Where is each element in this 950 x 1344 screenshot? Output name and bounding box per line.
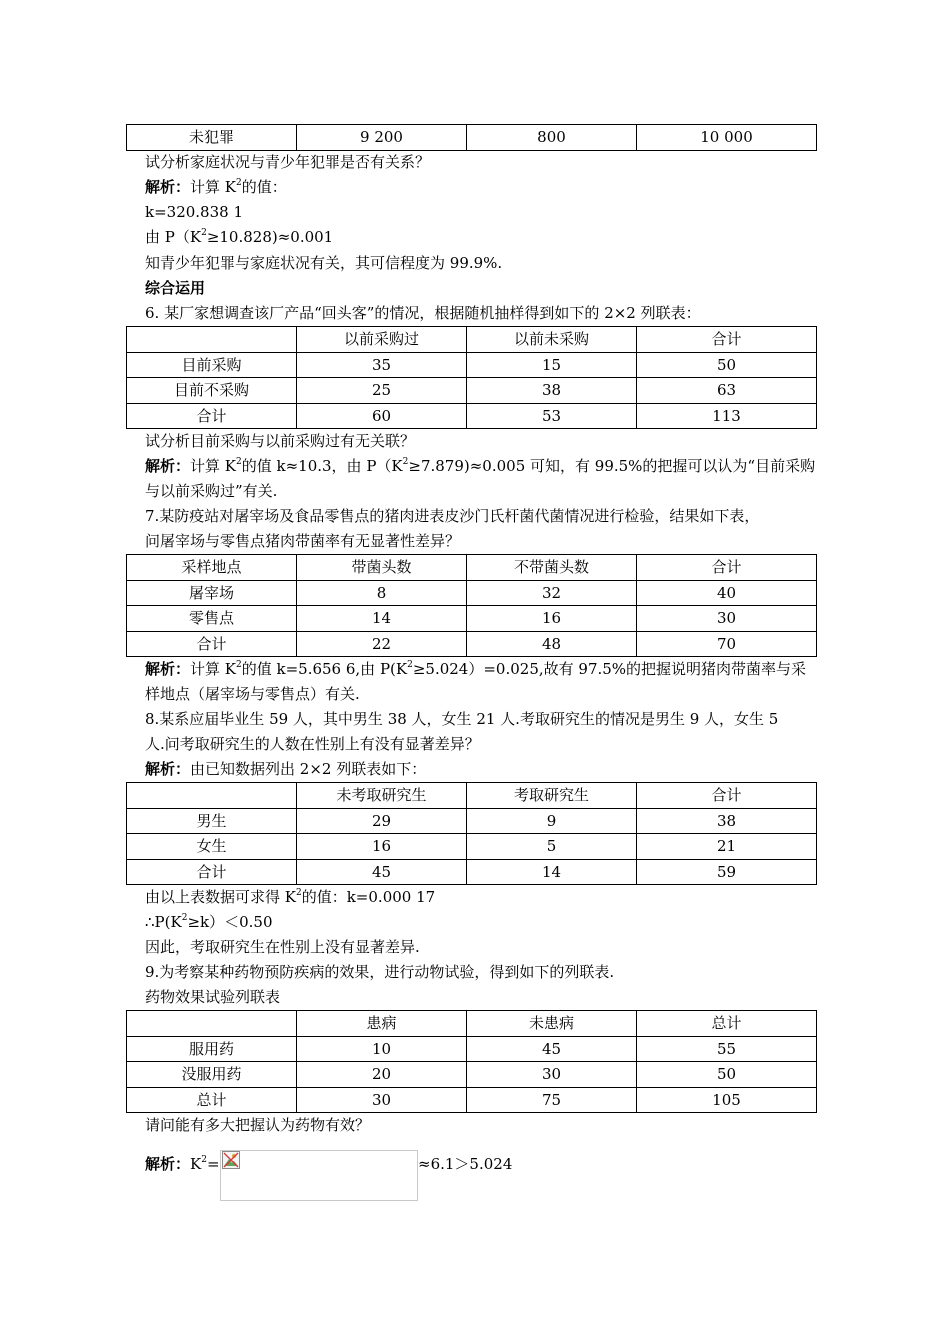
table-cell: 63 (637, 378, 817, 404)
q7-answer-line1: 解析：计算 $K^2$的值 k=5.656 6,由 $P(K^2\ge 5.024)=0.025$,故有 97.5%的把握说明猪肉带菌率与采 (145, 660, 807, 678)
table-header-cell: 考取研究生 (467, 783, 637, 809)
answer-label: 解析： (145, 660, 191, 678)
table-header-cell (127, 327, 297, 353)
table-header-cell: 以前未采购 (467, 327, 637, 353)
q8-answer: 解析：由已知数据列出 2×2 列联表如下： (145, 760, 427, 778)
table-header-cell (127, 783, 297, 809)
table-cell: 未犯罪 (127, 125, 297, 151)
table-cell: 70 (637, 631, 817, 657)
table-row (127, 1062, 817, 1088)
q8-after2: $\therefore P(K^2\ge k)<0.50$ (145, 913, 273, 931)
table-header-row (127, 555, 817, 581)
q6-ask: 试分析目前采购与以前采购过有无关联？ (145, 432, 416, 450)
q5-answer: 解析：计算 $K^2$的值： (145, 178, 287, 196)
answer-label: 解析： (145, 178, 191, 196)
q7-question-line2: 问屠宰场与零售点猪肉带菌率有无显著性差异？ (145, 532, 461, 550)
q9-question: 9.为考察某种药物预防疾病的效果，进行动物试验，得到如下的列联表. (145, 963, 615, 981)
q7-question-line1: 7.某防疫站对屠宰场及食品零售点的猪肉进表皮沙门氏杆菌代菌情况进行检验，结果如下表， (145, 507, 760, 525)
table-cell: 合计 (127, 631, 297, 657)
table-cell: 48 (467, 631, 637, 657)
table-cell: 9 200 (297, 125, 467, 151)
table-cell: 5 (467, 834, 637, 860)
table-header-row (127, 327, 817, 353)
table-header-cell: 合计 (637, 783, 817, 809)
table-header-cell: 采样地点 (127, 555, 297, 581)
table-row (127, 859, 817, 885)
table-cell: 50 (637, 352, 817, 378)
table-cell: 14 (467, 859, 637, 885)
table-cell: 没服用药 (127, 1062, 297, 1088)
table-cell: 14 (297, 606, 467, 632)
table-cell: 目前采购 (127, 352, 297, 378)
q5-conclusion: 知青少年犯罪与家庭状况有关，其可信程度为 99.9%. (145, 254, 503, 272)
table-row (127, 403, 817, 429)
table-header-row (127, 1011, 817, 1037)
q6-answer-line2: 与以前采购过”有关. (145, 482, 278, 500)
table-header-cell: 患病 (297, 1011, 467, 1037)
table-cell: 15 (467, 352, 637, 378)
answer-label: 解析： (145, 457, 191, 475)
table-crime-continuation (126, 124, 817, 151)
table-cell: 男生 (127, 808, 297, 834)
table-cell: 55 (637, 1036, 817, 1062)
table-row (127, 834, 817, 860)
table-header-cell: 未患病 (467, 1011, 637, 1037)
table-row (127, 580, 817, 606)
table-q8 (126, 782, 817, 885)
table-cell: 38 (637, 808, 817, 834)
q7-answer-line2: 样地点（屠宰场与零售点）有关. (145, 685, 360, 703)
table-cell: 女生 (127, 834, 297, 860)
table-cell: 21 (637, 834, 817, 860)
q5-question: 试分析家庭状况与青少年犯罪是否有关系？ (145, 153, 431, 171)
q8-question-line2: 人.问考取研究生的人数在性别上有没有显著差异？ (145, 735, 480, 753)
broken-image-icon (222, 1151, 240, 1169)
table-cell: 零售点 (127, 606, 297, 632)
q5-k-value: k=320.838 1 (145, 203, 243, 221)
table-cell: 目前不采购 (127, 378, 297, 404)
table-row (127, 631, 817, 657)
table-cell: 屠宰场 (127, 580, 297, 606)
table-cell: 38 (467, 378, 637, 404)
table-row (127, 378, 817, 404)
table-header-cell (127, 1011, 297, 1037)
table-cell: 113 (637, 403, 817, 429)
table-row (127, 125, 817, 151)
table-cell: 合计 (127, 859, 297, 885)
table-cell: 25 (297, 378, 467, 404)
table-header-row (127, 783, 817, 809)
table-cell: 50 (637, 1062, 817, 1088)
q9-ask: 请问能有多大把握认为药物有效？ (145, 1116, 371, 1134)
table-header-cell: 未考取研究生 (297, 783, 467, 809)
table-cell: 9 (467, 808, 637, 834)
table-cell: 53 (467, 403, 637, 429)
section-title: 综合运用 (145, 279, 206, 297)
table-cell: 8 (297, 580, 467, 606)
table-row (127, 606, 817, 632)
q9-table-title: 药物效果试验列联表 (145, 988, 281, 1006)
table-cell: 合计 (127, 403, 297, 429)
table-row (127, 1036, 817, 1062)
table-cell: 800 (467, 125, 637, 151)
table-cell: 22 (297, 631, 467, 657)
table-q6 (126, 326, 817, 429)
q9-answer: 解析：$K^2=$ (145, 1155, 220, 1173)
table-row (127, 808, 817, 834)
table-cell: 16 (467, 606, 637, 632)
table-cell: 32 (467, 580, 637, 606)
table-header-cell: 不带菌头数 (467, 555, 637, 581)
q8-after1: 由以上表数据可求得 $K^2$的值：k=0.000 17 (145, 888, 436, 906)
table-cell: 105 (637, 1087, 817, 1113)
table-cell: 总计 (127, 1087, 297, 1113)
table-cell: 29 (297, 808, 467, 834)
table-cell: 35 (297, 352, 467, 378)
q8-question-line1: 8.某系应届毕业生 59 人，其中男生 38 人，女生 21 人.考取研究生的情况是男生 9 人，女生 5 (145, 710, 779, 728)
q6-answer-line1: 解析：计算 $K^2$的值 k≈10.3，由 $P(K^2\ge 7.879)\approx 0.005$ 可知，有 99.5%的把握可以认为“目前采购 (145, 457, 816, 475)
table-header-cell: 合计 (637, 327, 817, 353)
answer-label: 解析： (145, 760, 191, 778)
table-cell: 10 000 (637, 125, 817, 151)
q8-after3: 因此，考取研究生在性别上没有显著差异. (145, 938, 420, 956)
q9-answer-result: ≈6.1＞5.024 (418, 1155, 513, 1173)
table-cell: 30 (637, 606, 817, 632)
table-cell: 16 (297, 834, 467, 860)
table-cell: 30 (297, 1087, 467, 1113)
table-q7 (126, 554, 817, 657)
table-cell: 45 (467, 1036, 637, 1062)
q6-question: 6. 某厂家想调查该厂产品“回头客”的情况，根据随机抽样得到如下的 2×2 列联表： (145, 304, 701, 322)
table-cell: 75 (467, 1087, 637, 1113)
table-cell: 服用药 (127, 1036, 297, 1062)
table-cell: 60 (297, 403, 467, 429)
table-cell: 45 (297, 859, 467, 885)
table-header-cell: 总计 (637, 1011, 817, 1037)
table-header-cell: 以前采购过 (297, 327, 467, 353)
table-header-cell: 带菌头数 (297, 555, 467, 581)
table-cell: 10 (297, 1036, 467, 1062)
table-cell: 30 (467, 1062, 637, 1088)
table-row (127, 1087, 817, 1113)
table-cell: 20 (297, 1062, 467, 1088)
table-cell: 59 (637, 859, 817, 885)
formula-image-placeholder (220, 1150, 418, 1201)
table-header-cell: 合计 (637, 555, 817, 581)
table-q9 (126, 1010, 817, 1113)
table-cell: 40 (637, 580, 817, 606)
q5-probability: 由 $P(K^2\ge 10.828)\approx 0.001$ (145, 228, 334, 246)
answer-label: 解析： (145, 1155, 191, 1173)
table-row (127, 352, 817, 378)
